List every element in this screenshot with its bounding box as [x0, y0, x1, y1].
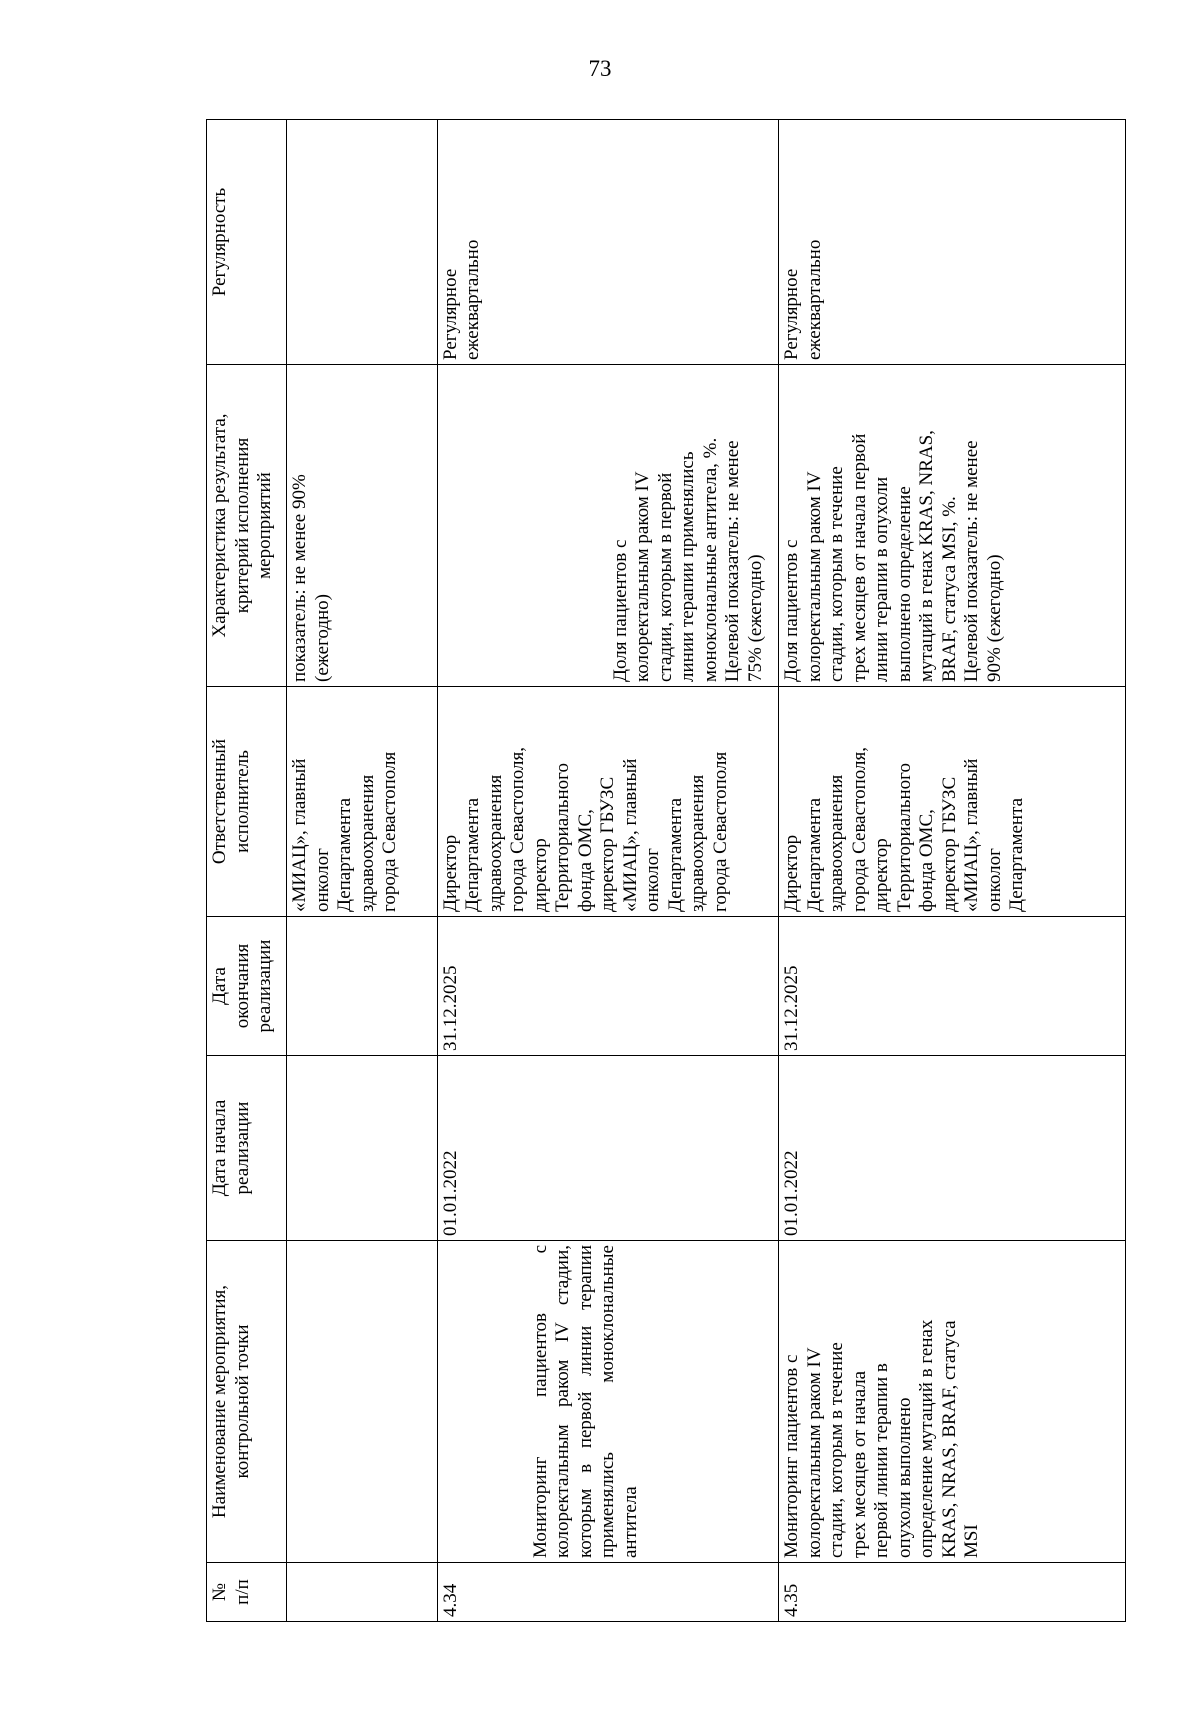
cell-result-wrapper — [437, 365, 779, 687]
header-result: Характеристика результата, критерий исполнения мероприятий — [207, 365, 287, 687]
cell-result: показатель: не менее 90% (ежегодно) — [287, 365, 438, 687]
cell-event-name — [287, 1241, 438, 1563]
header-number: № п/п — [207, 1563, 287, 1622]
cell-end-date — [287, 917, 438, 1056]
header-responsible: Ответственный исполнитель — [207, 687, 287, 917]
cell-end-date: 31.12.2025 — [437, 917, 779, 1056]
header-event-name: Наименование мероприятия, контрольной точки — [207, 1241, 287, 1563]
cell-regularity: Регулярное ежеквартально — [437, 120, 779, 365]
cell-number: 4.34 — [437, 1563, 779, 1622]
cell-end-date: 31.12.2025 — [779, 917, 1126, 1056]
header-end-date: Дата окончания реализации — [207, 917, 287, 1056]
cell-event-name: Мониторинг пациентов с колоректальным раком IV стадии, которым в течение трех месяцев от начала первой линии терапии в опухоли выполнено определение мутаций в генах KRAS, NRAS, BRAF, статуса MSI — [779, 1241, 1126, 1563]
rotated-table-container — [206, 120, 1126, 1622]
cell-event-name-wrapper — [437, 1241, 779, 1563]
cell-regularity — [287, 120, 438, 365]
cell-regularity: Регулярное ежеквартально — [779, 120, 1126, 365]
cell-result: Доля пациентов с колоректальным раком IV стадии, которым в первой линии терапии применялись моноклональные антитела, %. Целевой показатель: не менее 75% (ежегодно) — [609, 437, 766, 682]
table-row — [287, 120, 438, 1622]
cell-start-date — [287, 1056, 438, 1241]
table-row — [437, 120, 779, 1622]
page-number: 73 — [588, 56, 612, 81]
cell-responsible: Директор Департамента здравоохранения города Севастополя, директор Территориального фонда ОМС, директор ГБУЗС «МИАЦ», главный онколог Департамента здравоохранения города Севастополя — [437, 687, 779, 917]
header-regularity: Регулярность — [207, 120, 287, 365]
table-header-row — [207, 120, 287, 1622]
cell-responsible: «МИАЦ», главный онколог Департамента здравоохранения города Севастополя — [287, 687, 438, 917]
cell-start-date: 01.01.2022 — [779, 1056, 1126, 1241]
cell-event-name: Мониторинг пациентов с колоректальным раком IV стадии, которым в первой линии терапии применялись моноклональные антитела — [529, 1245, 641, 1558]
cell-responsible: Директор Департамента здравоохранения города Севастополя, директор Территориального фонда ОМС, директор ГБУЗС «МИАЦ», главный онколог Департамента — [779, 687, 1126, 917]
cell-start-date: 01.01.2022 — [437, 1056, 779, 1241]
table-row — [779, 120, 1126, 1622]
cell-number — [287, 1563, 438, 1622]
header-start-date: Дата начала реализации — [207, 1056, 287, 1241]
events-table — [206, 119, 1126, 1622]
cell-number: 4.35 — [779, 1563, 1126, 1622]
cell-result: Доля пациентов с колоректальным раком IV стадии, которым в течение трех месяцев от начала первой линии терапии в опухоли выполнено определение мутаций в генах KRAS, NRAS, BRAF, статуса MSI, %. Целевой показатель: не менее 90% (ежегодно) — [779, 365, 1126, 687]
